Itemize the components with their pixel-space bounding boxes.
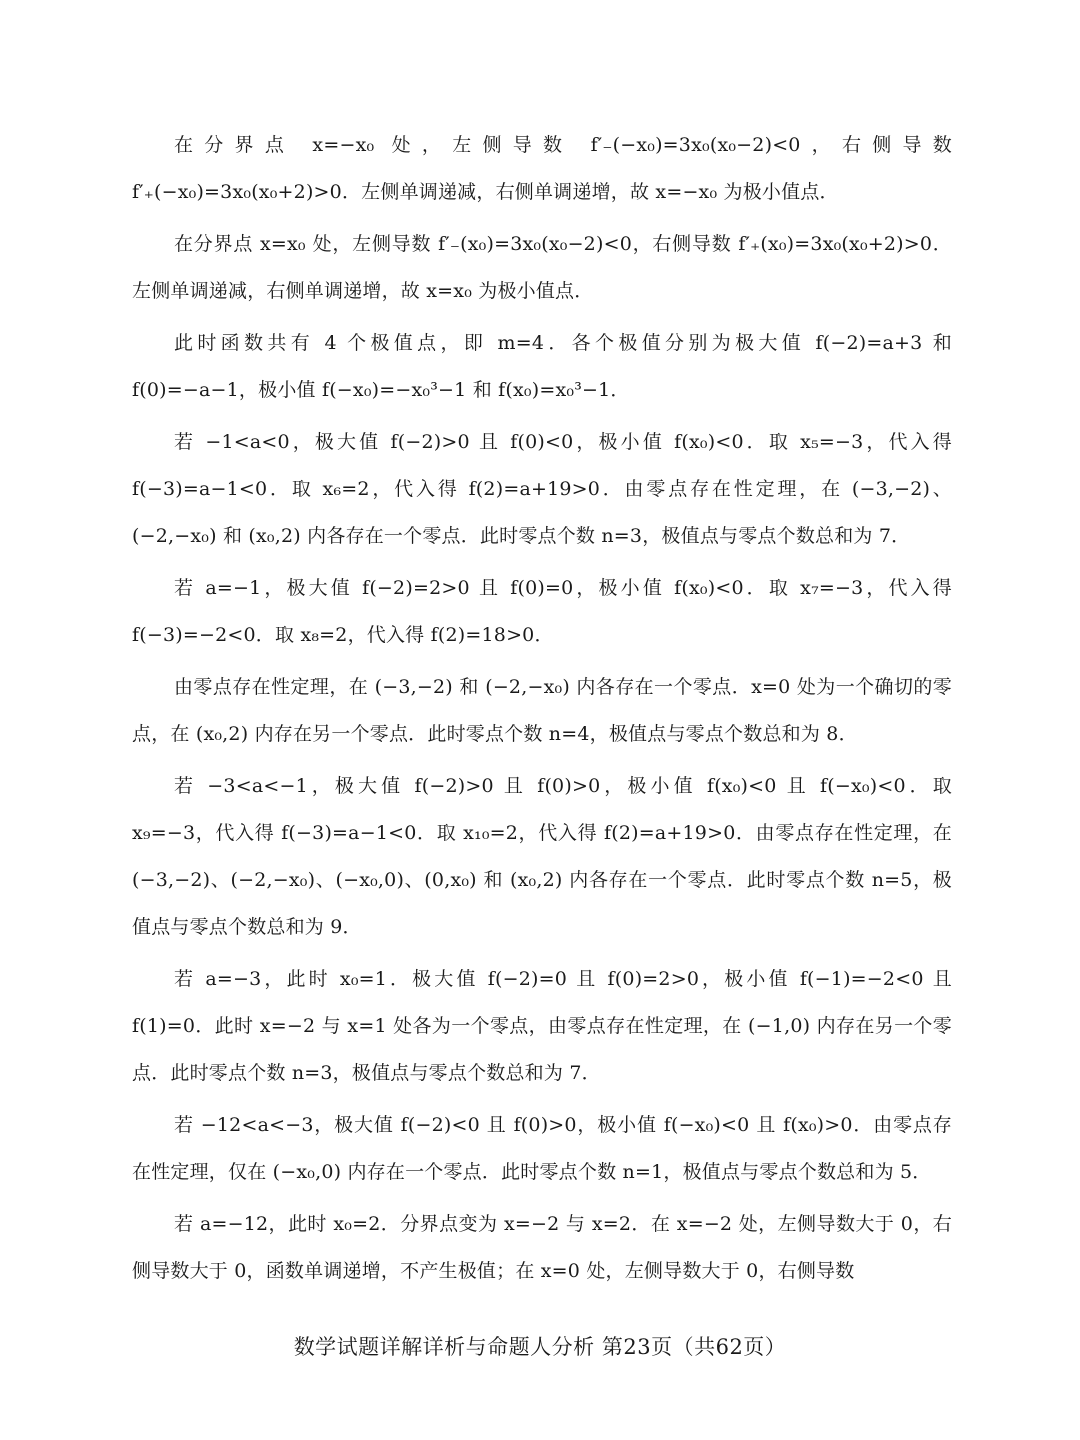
paragraph: 若 a=−12，此时 x₀=2．分界点变为 x=−2 与 x=2．在 x=−2 处，左侧导数大于 0，右侧导数大于 0，函数单调递增，不产生极值；在 x=0 处，左侧导数大于 0，右侧导数 [132,1213,952,1282]
page-footer: 数学试题详解详析与命题人分析 第23页（共62页） [293,1335,787,1359]
paragraph: 若 a=−3，此时 x₀=1．极大值 f(−2)=0 且 f(0)=2>0，极小值 f(−1)=−2<0 且 f(1)=0．此时 x=−2 与 x=1 处各为一个零点，由零点存在性定理，在 (−1,0) 内存在另一个零点．此时零点个数 n=3，极值点与零点个数总和为 7． [132,968,952,1084]
paragraph: 若 −12<a<−3，极大值 f(−2)<0 且 f(0)>0，极小值 f(−x₀)<0 且 f(x₀)>0．由零点存在性定理，仅在 (−x₀,0) 内存在一个零点．此时零点个数 n=1，极值点与零点个数总和为 5． [132,1114,952,1183]
paragraph: 此时函数共有 4 个极值点，即 m=4．各个极值分别为极大值 f(−2)=a+3 和 f(0)=−a−1，极小值 f(−x₀)=−x₀³−1 和 f(x₀)=x₀³−1． [132,332,952,401]
paragraph: 在分界点 x=−x₀ 处，左侧导数 f′₋(−x₀)=3x₀(x₀−2)<0，右侧导数 f′₊(−x₀)=3x₀(x₀+2)>0．左侧单调递减，右侧单调递增，故 x=−x₀ 为极小值点． [132,134,952,203]
paragraph: 若 −3<a<−1，极大值 f(−2)>0 且 f(0)>0，极小值 f(x₀)<0 且 f(−x₀)<0．取 x₉=−3，代入得 f(−3)=a−1<0．取 x₁₀=2，代入得 f(2)=a+19>0．由零点存在性定理，在 (−3,−2)、(−2,−x₀)、(−x₀,0)、(0,x₀) 和 (x₀,2) 内各存在一个零点．此时零点个数 n=5，极值点与零点个数总和为 9． [132,775,952,938]
paragraph: 由零点存在性定理，在 (−3,−2) 和 (−2,−x₀) 内各存在一个零点．x=0 处为一个确切的零点，在 (x₀,2) 内存在另一个零点．此时零点个数 n=4，极值点与零点个数总和为 8． [132,676,952,745]
paragraph: 若 a=−1，极大值 f(−2)=2>0 且 f(0)=0，极小值 f(x₀)<0．取 x₇=−3，代入得 f(−3)=−2<0．取 x₈=2，代入得 f(2)=18>0． [132,577,952,646]
paragraph: 若 −1<a<0，极大值 f(−2)>0 且 f(0)<0，极小值 f(x₀)<0．取 x₅=−3，代入得 f(−3)=a−1<0．取 x₆=2，代入得 f(2)=a+19>0．由零点存在性定理，在 (−3,−2)、(−2,−x₀) 和 (x₀,2) 内各存在一个零点．此时零点个数 n=3，极值点与零点个数总和为 7． [132,431,952,547]
document-body [132,122,952,1300]
paragraph: 在分界点 x=x₀ 处，左侧导数 f′₋(x₀)=3x₀(x₀−2)<0，右侧导数 f′₊(x₀)=3x₀(x₀+2)>0．左侧单调递减，右侧单调递增，故 x=x₀ 为极小值点． [132,233,952,302]
